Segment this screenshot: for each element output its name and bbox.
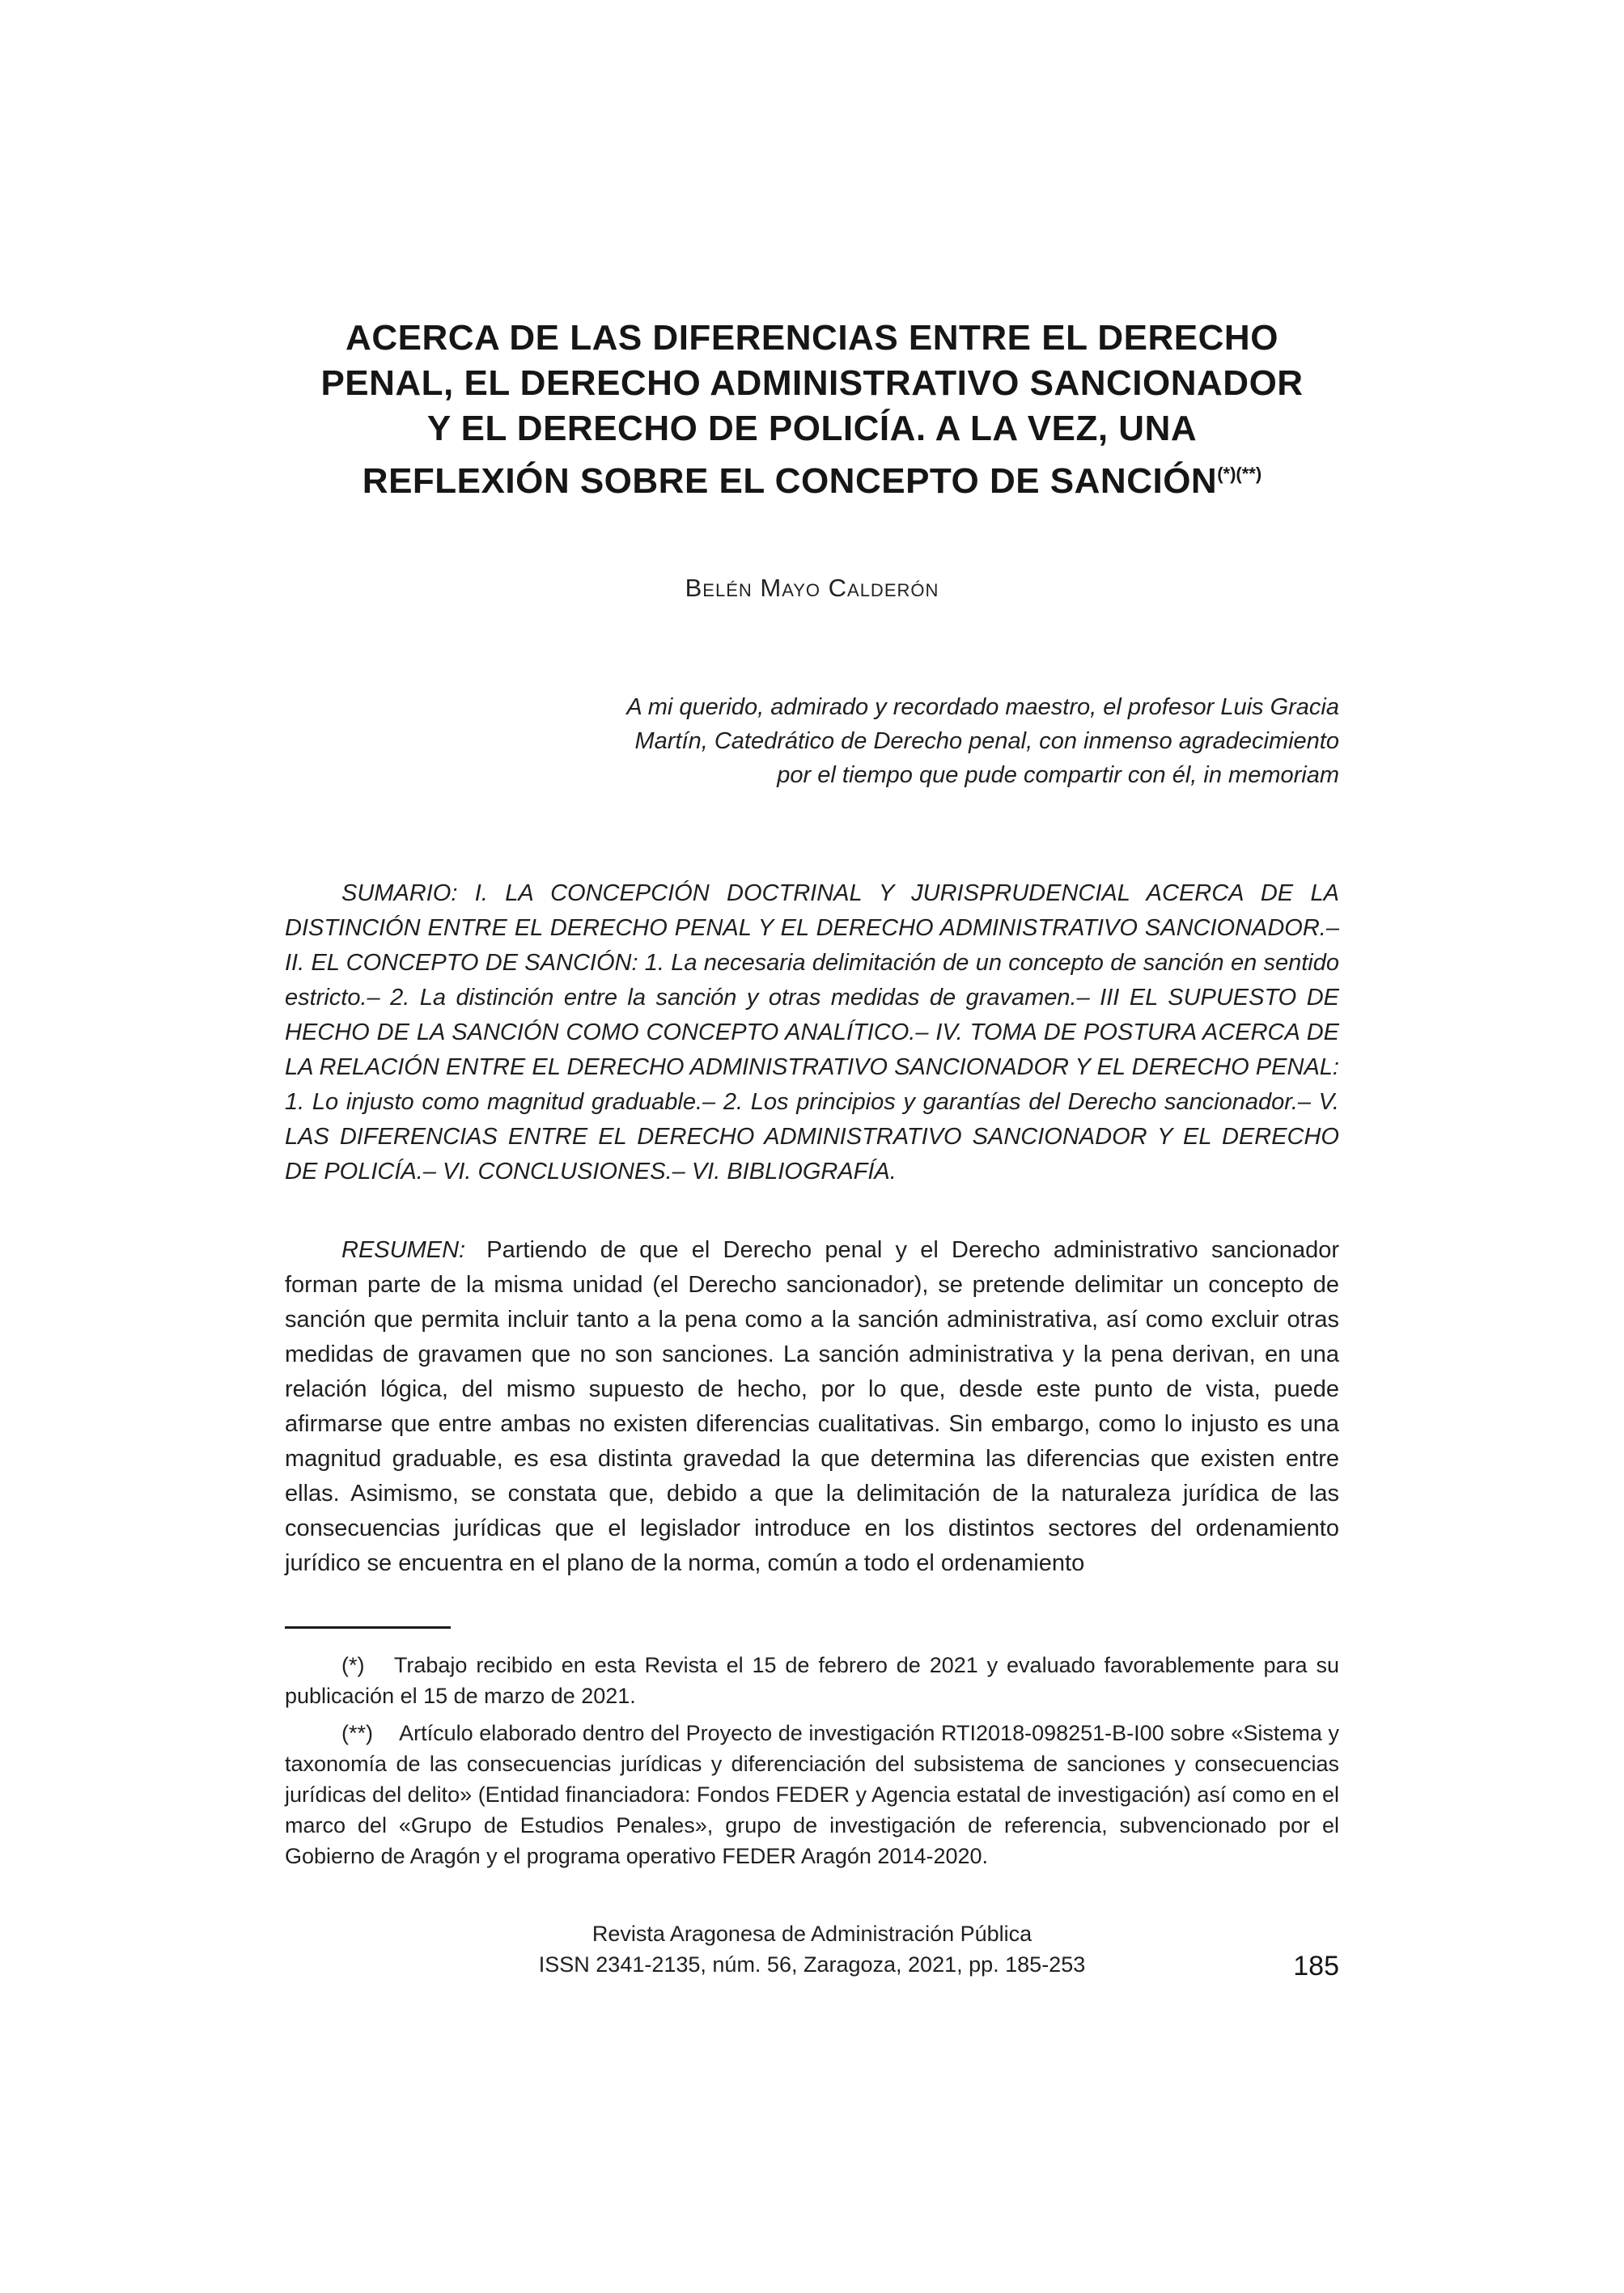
dedication-line: por el tiempo que pude compartir con él, in memoriam [777,762,1339,788]
title-line: PENAL, EL DERECHO ADMINISTRATIVO SANCIONADOR [320,363,1304,403]
dedication [285,690,1339,792]
footnote-1-text: Trabajo recibido en esta Revista el 15 de febrero de 2021 y evaluado favorablemente para su publicación el 15 de marzo de 2021. [285,1653,1339,1708]
dedication-line: Martín, Catedrático de Derecho penal, con inmenso agradecimiento [634,728,1339,754]
sumario-paragraph: SUMARIO: I. LA CONCEPCIÓN DOCTRINAL Y JURISPRUDENCIAL ACERCA DE LA DISTINCIÓN ENTRE EL DERECHO PENAL Y EL DERECHO ADMINISTRATIVO SANCIONADOR.– II. EL CONCEPTO DE SANCIÓN: 1. La necesaria delimitación de un concepto de sanción en sentido estricto.– 2. La distinción entre la sanción y otras medidas de gravamen.– III EL SUPUESTO DE HECHO DE LA SANCIÓN COMO CONCEPTO ANALÍTICO.– IV. TOMA DE POSTURA ACERCA DE LA RELACIÓN ENTRE EL DERECHO ADMINISTRATIVO SANCIONADOR Y EL DERECHO PENAL: 1. Lo injusto como magnitud graduable.– 2. Los principios y garantías del Derecho sancionador.– V. LAS DIFERENCIAS ENTRE EL DERECHO ADMINISTRATIVO SANCIONADOR Y EL DERECHO DE POLICÍA.– VI. CONCLUSIONES.– VI. BIBLIOGRAFÍA. [285,880,1339,1185]
footnote-1 [285,1650,1339,1711]
page-footer [285,1918,1339,1980]
resumen-text: Partiendo de que el Derecho penal y el Derecho administrativo sancionador forman parte de la misma unidad (el Derecho sancionador), se pretende delimitar un concepto de sanción que permita incluir tanto a la pena como a la sanción administrativa, así como excluir otras medidas de gravamen que no son sanciones. La sanción administrativa y la pena derivan, en una relación lógica, del mismo supuesto de hecho, por lo que, desde este punto de vista, puede afirmarse que entre ambas no existen diferencias cualitativas. Sin embargo, como lo injusto es una magnitud graduable, es esa distinta gravedad la que determina las diferencias que existen entre ellas. Asimismo, se constata que, debido a que la delimitación de la naturaleza jurídica de las consecuencias jurídicas que el legislador introduce en los distintos sectores del ordenamiento jurídico se encuentra en el plano de la norma, común a todo el ordenamiento [285,1237,1339,1576]
title-line: Y EL DERECHO DE POLICÍA. A LA VEZ, UNA [426,409,1198,448]
journal-name: Revista Aragonesa de Administración Pública [592,1922,1032,1946]
page-number: 185 [1293,1951,1339,1981]
title-line [285,451,1339,504]
resumen-paragraph [285,1233,1339,1581]
resumen-label: RESUMEN: [341,1237,466,1263]
footnote-2-label: (**) [341,1721,373,1745]
title-footnote-marks: (*)(**) [1217,464,1262,484]
dedication-line: A mi querido, admirado y recordado maestro, el profesor Luis Gracia [626,694,1339,720]
footer-imprint [285,1918,1339,1980]
footnote-2-text: Artículo elaborado dentro del Proyecto de investigación RTI2018-098251-B-I00 sobre «Sistema y taxonomía de las consecuencias jurídicas y diferenciación del subsistema de sanciones y consecuencias jurídicas del delito» (Entidad financiadora: Fondos FEDER y Agencia estatal de investigación) así como en el marco del «Grupo de Estudios Penales», grupo de investigación de referencia, subvencionado por el Gobierno de Aragón y el programa operativo FEDER Aragón 2014-2020. [285,1721,1340,1868]
issn-line: ISSN 2341-2135, núm. 56, Zaragoza, 2021, pp. 185-253 [538,1952,1086,1977]
footnote-2 [285,1718,1339,1871]
title-line-text: REFLEXIÓN SOBRE EL CONCEPTO DE SANCIÓN [362,461,1218,501]
author-name: Belén Mayo Calderón [685,574,939,602]
article-title [285,316,1339,504]
footnote-1-label: (*) [341,1653,365,1677]
footnote-separator [285,1626,451,1629]
page-content [285,0,1339,1980]
title-line: ACERCA DE LAS DIFERENCIAS ENTRE EL DERECHO [346,318,1278,358]
